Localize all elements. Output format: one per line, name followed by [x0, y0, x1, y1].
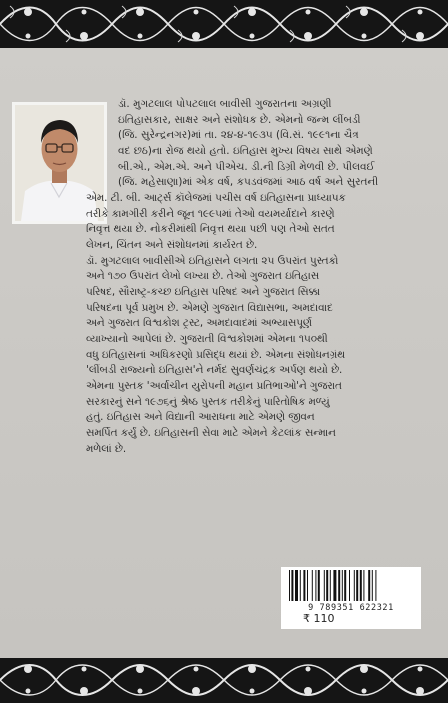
barcode-bar — [368, 570, 370, 601]
bio-line: પરિષદ, સૌરાષ્ટ્ર-કચ્છ ઇતિહાસ પરિષદ અને ગુજરાત સિક્કા — [86, 285, 321, 298]
bio-line: ડૉ. મુગટલાલ બાવીસીએ ઇતિહાસને લગતા ૨૫ ઉપરાંત પુસ્તકો — [86, 254, 339, 267]
barcode-bar — [289, 570, 290, 601]
barcode-bar — [356, 570, 358, 601]
bio-line: એમ. ટી. બી. આર્ટ્સ કૉલેજમાં પચીસ વર્ષ ઇતિહાસના પ્રાધ્યાપક — [86, 192, 346, 204]
barcode-bar — [303, 570, 305, 601]
bio-line: એમના પુસ્તક 'અર્વાચીન યુરોપની મહાન પ્રતિભાઓ'ને ગુજરાત — [86, 379, 342, 392]
bio-line: અને ગુજરાત વિશ્વકોશ ટ્રસ્ટ, અમદાવાદમાં અભ્યાસપૂર્ણ — [86, 317, 312, 330]
decorative-bottom-border — [0, 658, 448, 703]
bio-line: ડૉ. મુગટલાલ પોપટલાલ બાવીસી ગુજરાતના અગ્રણી — [118, 98, 332, 110]
bio-line: (જિ. મહેસાણા)માં એક વર્ષ, કપડવંજમાં આઠ વર્ષ અને સુરતની — [118, 176, 379, 189]
barcode-bar — [344, 570, 346, 601]
barcode-bar — [300, 570, 301, 601]
author-biography-top — [118, 97, 436, 191]
author-biography-continued — [86, 191, 436, 457]
barcode-bar — [326, 570, 328, 601]
price-label: ₹ 110 — [303, 612, 335, 625]
barcode-bar — [324, 570, 325, 601]
bio-line: સમર્પિત કર્યું છે. ઇતિહાસની સેવા માટે એમને કેટલાંક સન્માન — [86, 426, 336, 439]
decorative-top-border — [0, 0, 448, 48]
bio-line: નિવૃત્ત થયા છે. નોકરીમાંથી નિવૃત્ત થયા પછી પણ તેઓ સતત — [86, 223, 335, 236]
floral-pattern-bottom — [0, 658, 448, 703]
bio-line: વધુ ઇતિહાસનાં અધિકરણો પ્રસિદ્ધ થયાં છે. એમના સંશોધનગ્રંથ — [86, 348, 345, 361]
barcode-bar — [363, 570, 364, 601]
bio-line: ઇતિહાસકાર, સાક્ષર અને સંશોધક છે. એમનો જન્મ લીંબડી — [118, 113, 361, 126]
bio-line: સરકારનું સને ૧૯૭૬નું શ્રેષ્ઠ પુસ્તક તરીકેનું પારિતોષિક મળ્યું — [86, 395, 330, 408]
bio-line: વદ છઠ)ના રોજ થયો હતો. ઇતિહાસ મુખ્ય વિષય સાથે એમણે — [118, 144, 373, 157]
barcode-bar — [295, 570, 298, 601]
bio-line: 'લીંબડી રાજ્યનો ઇતિહાસ'ને નર્મદ સુવર્ણચંદ્રક અર્પણ થયો છે. — [86, 364, 343, 377]
bio-line: મળેલાં છે. — [86, 442, 127, 455]
barcode-bar — [312, 570, 313, 601]
bio-line: વ્યાખ્યાનો આપેલાં છે. ગુજરાતી વિશ્વકોશમાં એમના ૧૫૦થી — [86, 332, 328, 345]
barcode-bar — [318, 570, 320, 601]
bio-line: લેખન, ચિંતન અને સંશોધનમાં કાર્યરત છે. — [86, 238, 258, 251]
barcode-bar — [342, 570, 343, 601]
isbn-barcode — [281, 567, 421, 629]
bio-line: પરિષદના પૂર્વ પ્રમુખ છે. એમણે ગુજરાત વિદ્યાસભા, અમદાવાદ — [86, 301, 333, 314]
barcode-bar — [315, 570, 316, 601]
barcode-bar — [333, 570, 336, 601]
barcode-bar — [349, 570, 350, 601]
bio-line: (જિ. સુરેન્દ્રનગર)માં તા. ૨૪-૪-૧૯૩૫ (વિ.સં. ૧૯૯૧ના ચૈત્ર — [118, 129, 359, 142]
floral-pattern-top — [0, 0, 448, 48]
barcode-bar — [307, 570, 308, 601]
barcode-bar — [354, 570, 355, 601]
bio-line: હતું. ઇતિહાસ અને વિદ્યાની આરાધના માટે એમણે જીવન — [86, 411, 315, 424]
bio-line: અને ૧૭૦ ઉપરાંત લેખો લખ્યા છે. તેઓ ગુજરાત ઇતિહાસ — [86, 270, 320, 283]
bio-line: તરીકે કામગીરી કરીને જૂન ૧૯૯૫માં તેઓ વયમર્યાદાને કારણે — [86, 207, 335, 220]
barcode-bar — [330, 570, 331, 601]
bio-line: બી.એ., એમ.એ. અને પીએચ. ડી.ની ડિગ્રી મેળવી છે. પીલવઈ — [118, 160, 375, 173]
isbn-number: 9 789351 622321 — [308, 603, 394, 613]
barcode-bar — [372, 570, 373, 601]
barcode-bar — [291, 570, 293, 601]
barcode-bar — [360, 570, 362, 601]
barcode-bar — [338, 570, 340, 601]
barcode-bar — [375, 570, 376, 601]
barcode-bars — [281, 567, 421, 603]
